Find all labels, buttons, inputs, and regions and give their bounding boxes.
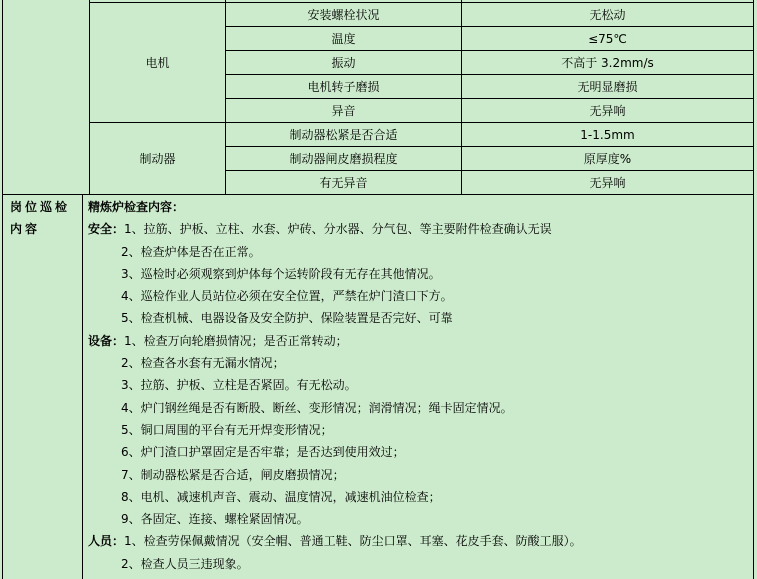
list-item: 5、铜口周围的平台有无开焊变形情况；	[121, 422, 333, 437]
table-cell-standard: 无明显磨损	[577, 80, 638, 94]
table-border-left	[2, 0, 3, 579]
list-item	[88, 530, 753, 552]
group-name-brake: 制动器	[139, 152, 176, 166]
table-cell-item: 异音	[331, 104, 356, 118]
list-item-text: 1、检查万向轮磨损情况；是否正常转动；	[124, 333, 348, 348]
list-item	[88, 218, 753, 240]
side-label-line2: 内容	[10, 222, 41, 236]
inspection-content	[88, 196, 753, 575]
list-item: 3、拉筋、护板、立柱是否紧固。有无松动。	[121, 378, 357, 393]
table-cell-item: 制动器松紧是否合适	[289, 128, 398, 142]
table-cell-standard: 不高于 3.2mm/s	[561, 56, 654, 70]
category-label-personnel: 人员：	[88, 534, 125, 549]
list-item-text: 1、拉筋、护板、立柱、水套、炉砖、分水器、分气包、等主要附件检查确认无误	[124, 222, 552, 237]
list-item	[88, 330, 753, 352]
table-cell-item: 温度	[331, 32, 356, 46]
table-cell-item: 制动器闸皮磨损程度	[289, 152, 398, 166]
table-cell-item: 电机转子磨损	[307, 80, 380, 94]
list-item: 2、检查各水套有无漏水情况；	[121, 356, 285, 371]
table-cell-standard: 无异响	[589, 104, 626, 118]
table-cell-standard: 1-1.5mm	[580, 127, 635, 142]
table-cell-standard: 原厚度%	[583, 152, 632, 166]
list-item: 9、各固定、连接、螺栓紧固情况。	[121, 512, 309, 527]
table-cell-standard: 无松动	[589, 8, 626, 22]
table-border-right	[753, 0, 754, 579]
table-cell-item: 安装螺栓状况	[307, 8, 380, 22]
table-divider	[82, 194, 83, 579]
list-item: 2、检查炉体是否在正常。	[121, 244, 261, 259]
list-item-text: 1、检查劳保佩戴情况（安全帽、普通工鞋、防尘口罩、耳塞、花皮手套、防酸工服）。	[124, 534, 582, 549]
table-cell-item: 有无异音	[319, 176, 368, 190]
list-item: 6、炉门渣口护罩固定是否牢靠；是否达到使用效过；	[121, 445, 405, 460]
category-label-safety: 安全：	[88, 222, 125, 237]
table-cell-item: 振动	[331, 56, 356, 70]
list-item: 2、检查人员三违现象。	[121, 556, 249, 571]
list-item: 5、检查机械、电器设备及安全防护、保险装置是否完好、可靠	[121, 311, 453, 326]
table-cell-standard: ≤75℃	[588, 31, 627, 46]
table-divider	[2, 194, 754, 195]
section-heading: 精炼炉检查内容：	[88, 200, 185, 214]
list-item: 4、巡检作业人员站位必须在安全位置，严禁在炉门渣口下方。	[121, 289, 453, 304]
list-item: 8、电机、减速机声音、震动、温度情况，减速机油位检查；	[121, 489, 441, 504]
list-item: 4、炉门钢丝绳是否有断股、断丝、变形情况；润滑情况；绳卡固定情况。	[121, 400, 513, 415]
list-item: 3、巡检时必须观察到炉体每个运转阶段有无存在其他情况。	[121, 266, 441, 281]
side-label-line1: 岗位巡检	[10, 200, 71, 214]
group-name-motor: 电机	[145, 56, 170, 70]
category-label-equipment: 设备：	[88, 333, 125, 348]
list-item: 7、制动器松紧是否合适，闸皮磨损情况；	[121, 467, 345, 482]
table-cell-standard: 无异响	[589, 176, 626, 190]
